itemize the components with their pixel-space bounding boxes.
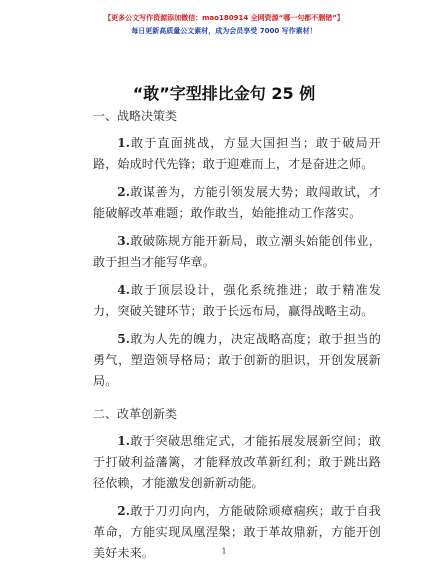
item-text: 敢破陈规方能开新局，敢立潮头始能创伟业，敢于担当才能写华章。 bbox=[93, 234, 381, 269]
item-text: 敢于顶层设计，强化系统推进；敢于精准发力，突破关键环节；敢于长远布局，赢得战略主动。 bbox=[93, 283, 381, 318]
item-number: 5. bbox=[117, 332, 131, 346]
item-text: 敢为人先的魄力，决定战略高度；敢于担当的勇气，塑造领导格局；敢于创新的胆识，开创发展新局。 bbox=[93, 332, 381, 388]
item-number: 2. bbox=[117, 185, 131, 199]
item-text: 敢于刀刃向内，方能破除顽瘴痼疾；敢于自我革命，方能实现凤凰涅槃；敢于革故鼎新，方能开创美好未来。 bbox=[93, 504, 381, 560]
item-number: 2. bbox=[117, 504, 131, 518]
list-item bbox=[93, 182, 381, 224]
list-item bbox=[93, 231, 381, 273]
item-number: 3. bbox=[117, 234, 131, 248]
list-item bbox=[93, 329, 381, 392]
item-text: 敢于突破思维定式，才能拓展发展新空间；敢于打破利益藩篱，才能释放改革新红利；敢于跳出路径依赖，才能激发创新新动能。 bbox=[93, 434, 381, 490]
promo-banner-line-1: 【更多公文写作资源添加微信：mao180914 全网资源“哪一句都不删错”】 bbox=[104, 14, 344, 22]
item-number: 1. bbox=[117, 136, 131, 150]
item-text: 敢于直面挑战，方显大国担当；敢于破局开路，始成时代先锋；敢于迎难而上，才是奋进之师。 bbox=[93, 136, 381, 171]
promo-banner-line-2: 每日更新高质量公文素材，成为会员享受 7000 写作素材！ bbox=[131, 27, 317, 35]
list-item bbox=[93, 431, 381, 494]
document-body bbox=[93, 106, 381, 571]
section-heading-reform: 二、改革创新类 bbox=[93, 407, 178, 421]
section-heading-strategy: 一、战略决策类 bbox=[93, 109, 178, 123]
list-item bbox=[93, 280, 381, 322]
item-number: 4. bbox=[117, 283, 131, 297]
document-title: “敢”字型排比金句 25 例 bbox=[132, 84, 316, 103]
item-text: 敢谋善为，方能引领发展大势；敢闯敢试，才能破解改革难题；敢作敢当，始能推动工作落实。 bbox=[93, 185, 381, 220]
item-number: 1. bbox=[117, 434, 131, 448]
page-number: 1 bbox=[221, 547, 227, 556]
list-item bbox=[93, 133, 381, 175]
